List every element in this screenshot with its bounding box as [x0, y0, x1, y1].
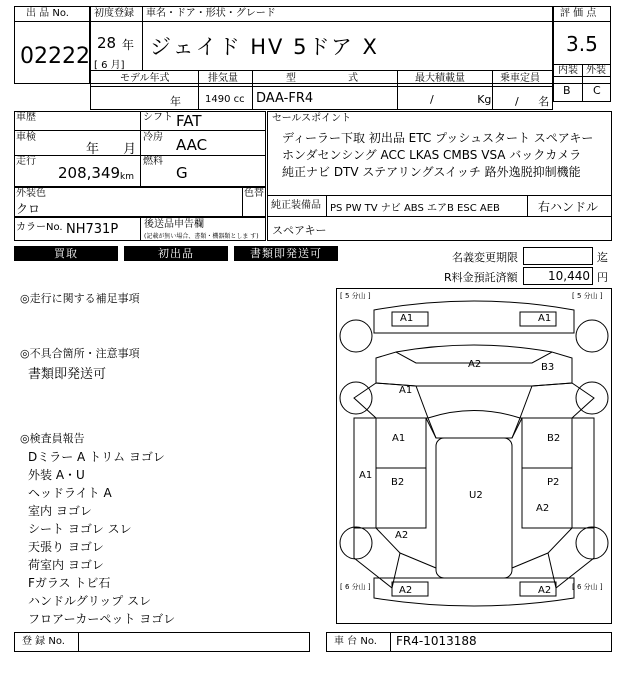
name-change-box [523, 247, 593, 265]
car-name: ジェイド HV 5ドア X [150, 35, 379, 59]
inspection-label: 車検 [16, 132, 36, 143]
sales-points-label: セールスポイント [272, 113, 352, 124]
inspector-line: ハンドルグリップ スレ [28, 594, 152, 608]
registration-label: 登 録 No. [22, 636, 65, 647]
mark-a1-front-bumper-right: A1 [538, 313, 552, 324]
divider [78, 632, 79, 652]
inspector-line: ヘッドライト A [28, 486, 112, 500]
score-value: 3.5 [566, 32, 598, 56]
capacity-label: 乗車定員 [500, 73, 540, 84]
mark-p2-rear-door-right: P2 [547, 477, 560, 488]
max-load-label: 最大積載量 [415, 73, 465, 84]
inspector-line: 天張り ヨゴレ [28, 540, 104, 554]
mark-u2-roof: U2 [469, 490, 483, 501]
badge-docs-ready: 書類即発送可 [234, 246, 338, 261]
divider [267, 216, 612, 217]
exterior-label: 外装 [586, 65, 606, 76]
mark-a1-front-fender-left: A1 [399, 385, 413, 396]
first-reg-label: 初度登録 [94, 8, 134, 19]
score-label: 評 価 点 [560, 8, 597, 19]
inspection-value: 年 月 [86, 142, 137, 157]
inspector-line: シート ヨゴレ スレ [28, 522, 132, 536]
tire-front-left: [ 5 分山 ] [340, 292, 371, 300]
type-label-2: 式 [348, 73, 358, 84]
inspector-line: Dミラー A トリム ヨゴレ [28, 450, 165, 464]
tire-rear-right: [ 6 分山 ] [572, 583, 603, 591]
divider [14, 130, 266, 131]
mark-a2-rear-bumper-left: A2 [399, 585, 413, 596]
defect-notes: 書類即発送可 [28, 367, 107, 382]
steering-side: 右ハンドル [538, 200, 599, 214]
tire-front-right: [ 5 分山 ] [572, 292, 603, 300]
divider [252, 70, 253, 110]
color-change-label: 色替 [244, 188, 264, 199]
first-reg-month: [ 6 月] [94, 60, 125, 71]
fuel-label: 燃料 [143, 156, 163, 167]
defect-notes-label: ◎不具合箇所・注意事項 [20, 347, 140, 360]
history-label: 車歴 [16, 112, 36, 123]
exterior-grade: C [593, 84, 601, 97]
divider [90, 86, 553, 87]
capacity: / 名 [515, 95, 550, 108]
equipment-label: 純正装備品 [271, 200, 321, 211]
badge-first-listing: 初出品 [124, 246, 228, 261]
recycle-value: 10,440 [548, 269, 590, 283]
interior-label: 内装 [558, 65, 578, 76]
divider [90, 21, 553, 22]
equipment: PS PW TV ナビ ABS エアB ESC AEB [330, 203, 500, 214]
name-change-unit: 迄 [597, 251, 608, 264]
name-change-label: 名義変更期限 [452, 251, 518, 264]
model-code: DAA-FR4 [256, 91, 314, 106]
driving-notes-label: ◎走行に関する補足事項 [20, 292, 140, 305]
mark-b2-front-door-right: B2 [547, 433, 561, 444]
mileage-unit: km [120, 172, 134, 182]
color-no-label: カラーNo. [16, 222, 63, 233]
color-box [14, 187, 266, 217]
mileage-label: 走行 [16, 156, 36, 167]
divider [14, 155, 266, 156]
badge-buyout: 買取 [14, 246, 118, 261]
mark-a2-hood: A2 [468, 359, 482, 370]
max-load: / Kg [430, 93, 492, 106]
divider [326, 195, 327, 216]
model-year-unit: 年 [170, 95, 181, 108]
recycle-label: R料金預託済額 [444, 271, 518, 284]
sales-point-line-3: 純正ナビ DTV ステアリングスイッチ 路外逸脱抑制機能 [282, 165, 581, 179]
lot-number: 02222 [20, 44, 90, 69]
divider [397, 70, 398, 110]
divider [492, 70, 493, 110]
car-name-label: 車名・ドア・形状・グレード [146, 8, 276, 19]
recycle-unit: 円 [597, 271, 608, 284]
divider [198, 70, 199, 110]
post-item: スペアキー [272, 224, 327, 237]
shift: FAT [176, 112, 202, 130]
sales-point-line-1: ディーラー下取 初出品 ETC プッシュスタート スペアキー [282, 131, 594, 145]
divider [527, 195, 528, 216]
inspector-line: 外装 A・U [28, 468, 85, 482]
inspector-line: フロアーカーペット ヨゴレ [28, 612, 176, 626]
shift-label: シフト [143, 112, 173, 123]
inspector-line: Fガラス トビ石 [28, 576, 111, 590]
inspector-line: 室内 ヨゴレ [28, 504, 92, 518]
cooling: AAC [176, 136, 208, 154]
divider [390, 632, 391, 652]
cooling-label: 冷房 [143, 132, 163, 143]
mark-a1-side-left: A1 [359, 470, 373, 481]
mark-a1-front-bumper-left: A1 [400, 313, 414, 324]
mark-a2-rear-quarter-right: A2 [536, 503, 550, 514]
divider [14, 21, 90, 22]
mark-b2-rear-door-left: B2 [391, 477, 405, 488]
model-year-label: モデル年式 [120, 73, 170, 84]
mark-a2-rear-bumper-right: A2 [538, 585, 552, 596]
chassis-label: 車 台 No. [334, 636, 377, 647]
divider [553, 21, 611, 22]
displacement: 1490 cc [205, 94, 245, 105]
interior-grade: B [563, 84, 571, 97]
displacement-label: 排気量 [208, 73, 238, 84]
divider [242, 187, 243, 217]
fuel: G [176, 164, 188, 182]
grade-box [553, 76, 611, 102]
inspector-report-label: ◎検査員報告 [20, 432, 85, 445]
inspector-line: 荷室内 ヨゴレ [28, 558, 104, 572]
divider [142, 6, 143, 70]
divider [140, 111, 141, 187]
mark-b3-front-right: B3 [541, 362, 555, 373]
mileage: 208,349 [58, 164, 121, 182]
color: クロ [16, 202, 41, 216]
divider [267, 195, 612, 196]
chassis-number: FR4-1013188 [396, 634, 477, 648]
post-doc-note: (記載が無い場合、書類・機器類としま す) [144, 233, 259, 240]
sales-point-line-2: ホンダセンシング ACC LKAS CMBS VSA バックカメラ [282, 148, 582, 162]
car-diagram [336, 288, 612, 624]
divider [140, 217, 141, 241]
mark-a1-front-door-left: A1 [392, 433, 406, 444]
type-label: 型 [286, 73, 296, 84]
post-doc-label: 後送品申告欄 [144, 219, 204, 230]
color-no: NH731P [66, 222, 119, 237]
first-reg-year: 28 [97, 34, 117, 52]
first-reg-year-unit: 年 [122, 38, 135, 52]
lot-label: 出 品 No. [26, 8, 69, 19]
mark-a2-rear-quarter-left: A2 [395, 530, 409, 541]
tire-rear-left: [ 6 分山 ] [340, 583, 371, 591]
color-label: 外装色 [16, 188, 46, 199]
